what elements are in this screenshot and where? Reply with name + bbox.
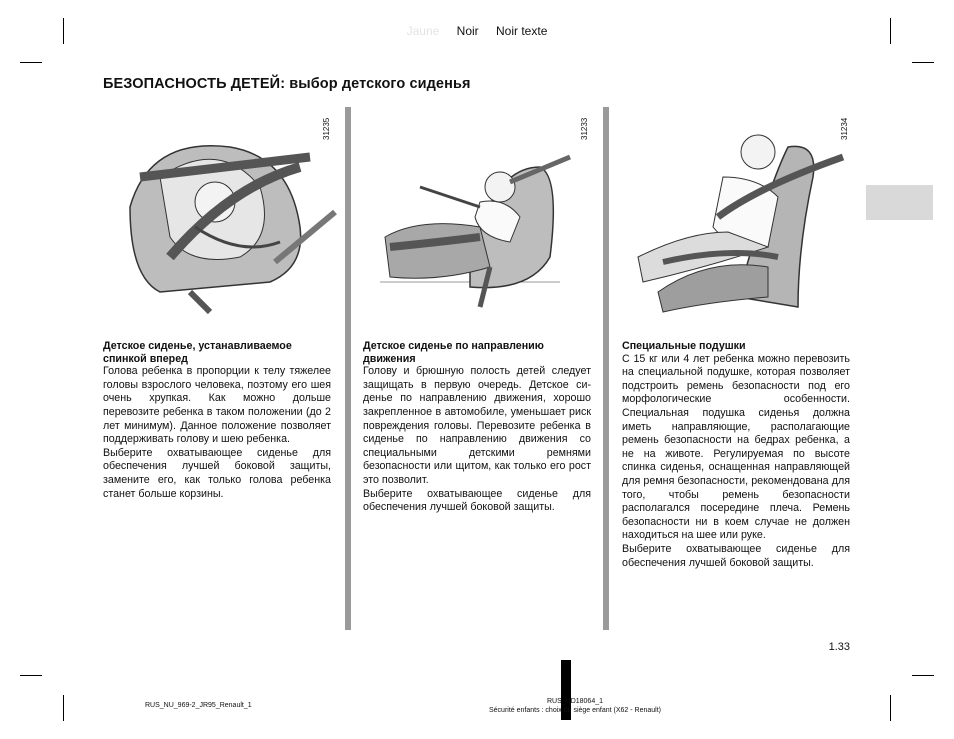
column-divider — [603, 107, 609, 630]
color-registration-header — [0, 24, 954, 38]
paragraph: Выберите охватывающее сиденье для обеспечения лучшей боковой защиты. — [622, 542, 850, 569]
column-divider — [345, 107, 351, 630]
figure-rear-facing-seat — [100, 107, 340, 317]
footer-document-code: RUS_NU_969-2_JR95_Renault_1 — [145, 702, 252, 709]
color-label-black-text: Noir texte — [496, 24, 548, 38]
color-label-black: Noir — [456, 24, 479, 38]
paragraph: Голову и брюшную полость детей следует защищать в первую очередь. Детское сиденье по направлению движения, хорошо закрепленное в автомобиле, уменьшает риск повреждения головы. Перевозите ребенка в сиденье по направлению движения со специальными детскими ремнями безопасности или щитом, как только его рост это позволит. — [363, 365, 591, 486]
paragraph: С 15 кг или 4 лет ребенка можно перевозить на специальной подушке, которая позволяет подстроить ремень безопасности под его морфологические особенности. Специальная подушка сиденья должна иметь направляющие, располагающие ремень безопасности на бедрах ребенка, а не на животе. Регулируемая по высоте спинка сиденья, оснащенная направляющей для ремня безопасности, рекомендована для того, чтобы ремень безопасности располагался посередине плеча. Ремень безопасности ни в коем случае не должен находиться на шее или руке. — [622, 352, 850, 542]
paragraph: Выберите охватывающее сиденье для обеспечения лучшей боковой защиты, замените его, как только голова ребенка станет больше корзины. — [103, 446, 331, 500]
text-column-rear-facing — [103, 340, 331, 501]
column-heading: Детское сиденье, устанавливаемое спинкой вперед — [103, 340, 292, 365]
figure-number: 31233 — [580, 117, 589, 140]
page-number: 1.33 — [828, 641, 850, 653]
crop-mark — [912, 62, 934, 63]
chapter-thumb-tab — [866, 185, 933, 220]
column-heading: Детское сиденье по направлению движения — [363, 340, 544, 365]
crop-mark — [63, 695, 64, 721]
color-label-yellow: Jaune — [406, 24, 440, 38]
crop-mark — [20, 62, 42, 63]
figure-forward-facing-seat — [360, 107, 595, 317]
forward-facing-child-seat-illustration — [360, 107, 595, 317]
paragraph: Выберите охватывающее сиденье для обеспечения лучшей боковой защиты. — [363, 487, 591, 514]
crop-mark — [890, 695, 891, 721]
figure-number: 31234 — [840, 117, 849, 140]
footer-section-title: Sécurité enfants : choix du siège enfant (X62 - Renault) — [489, 707, 661, 714]
rear-facing-infant-seat-illustration — [100, 107, 340, 317]
footer-section-reference — [470, 697, 680, 715]
booster-cushion-illustration — [618, 107, 856, 317]
text-column-booster — [622, 340, 850, 570]
page-title: БЕЗОПАСНОСТЬ ДЕТЕЙ: выбор детского сиденья — [103, 76, 471, 92]
column-heading: Специальные подушки — [622, 340, 746, 352]
figure-number: 31235 — [322, 117, 331, 140]
paragraph: Голова ребенка в пропорции к телу тяжелее головы взрослого человека, поэтому его шея очень хрупкая. Как можно дольше перевозите ребенка в таком положении (до 2 лет минимум). Данное положение позволяет поддерживать голову и шею ребенка. — [103, 365, 331, 446]
crop-mark — [20, 675, 42, 676]
footer-section-code: RUS_UD18064_1 — [546, 698, 604, 705]
crop-mark — [912, 675, 934, 676]
figure-booster-cushion — [618, 107, 856, 317]
text-column-forward-facing — [363, 340, 591, 515]
